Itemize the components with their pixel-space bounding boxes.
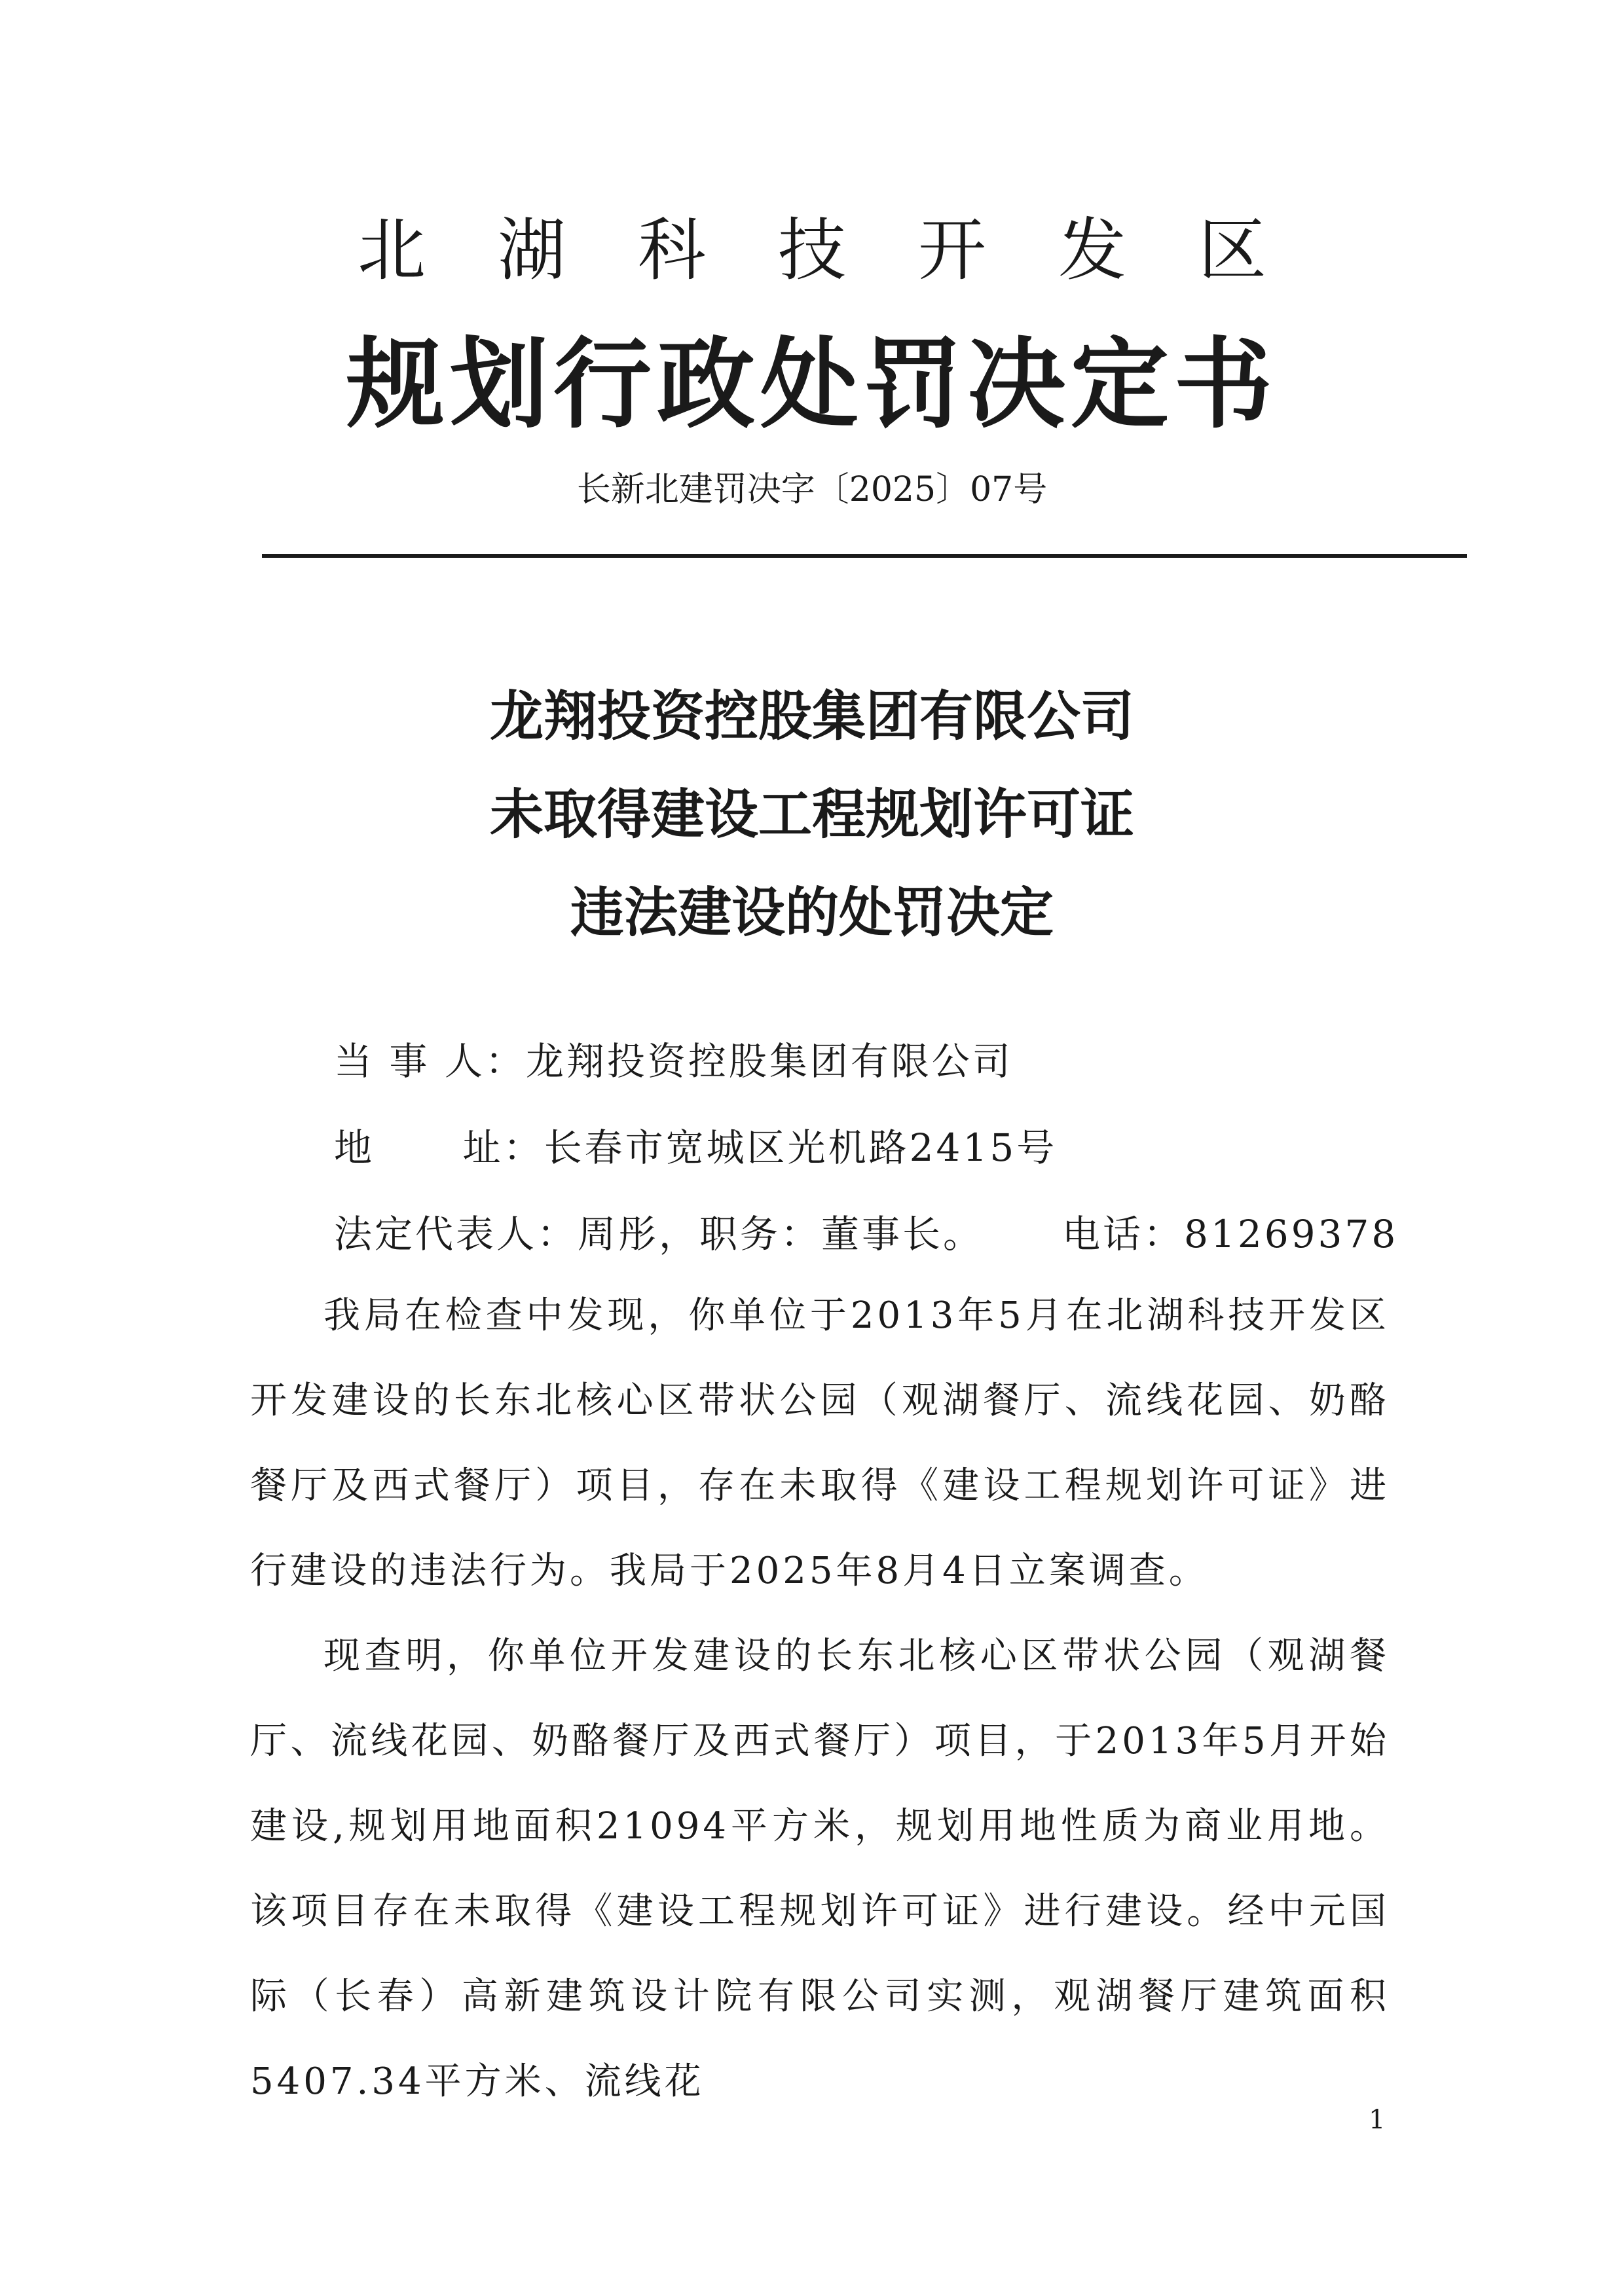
- party-name-label: 当 事 人：: [334, 1039, 526, 1084]
- phone-label: 电话：: [1062, 1212, 1185, 1256]
- party-info: [334, 1018, 1398, 1277]
- decision-subject: [0, 668, 1624, 962]
- document-type-title: 规划行政处罚决定书: [346, 327, 1278, 442]
- party-name-row: [334, 1018, 1398, 1104]
- body-paragraph-2: 现查明，你单位开发建设的长东北核心区带状公园（观湖餐厅、流线花园、奶酪餐厅及西式餐厅）项目，于2013年5月开始建设,规划用地面积21094平方米，规划用地性质为商业用地。该项目存在未取得《建设工程规划许可证》进行建设。经中元国际（长春）高新建筑设计院有限公司实测，观湖餐厅建筑面积5407.34平方米、流线花: [250, 1635, 1390, 2103]
- representative-value: 周彤，职务：董事长。: [578, 1212, 984, 1256]
- page-number: 1: [1369, 2105, 1386, 2135]
- party-name-value: 龙翔投资控股集团有限公司: [525, 1039, 1013, 1084]
- decision-body: [250, 1273, 1390, 2124]
- party-address-row: [334, 1104, 1398, 1191]
- subject-line-3: 违法建设的处罚决定: [570, 882, 1054, 944]
- header-divider: [262, 554, 1467, 558]
- body-paragraph-1: 我局在检查中发现，你单位于2013年5月在北湖科技开发区开发建设的长东北核心区带状公园（观湖餐厅、流线花园、奶酪餐厅及西式餐厅）项目，存在未取得《建设工程规划许可证》进行建设的违法行为。我局于2025年8月4日立案调查。: [250, 1294, 1390, 1592]
- party-representative-row: [334, 1191, 1398, 1277]
- phone-value: 81269378: [1184, 1212, 1399, 1256]
- party-address-value: 长春市宽城区光机路2415号: [544, 1125, 1058, 1170]
- party-address-label: 地 址：: [334, 1125, 544, 1170]
- issuing-authority: 北湖科技开发区: [357, 210, 1338, 290]
- subject-line-1: 龙翔投资控股集团有限公司: [489, 685, 1134, 748]
- subject-line-2: 未取得建设工程规划许可证: [489, 784, 1134, 846]
- representative-label: 法定代表人：: [334, 1212, 578, 1256]
- document-number: 长新北建罚决字〔2025〕07号: [576, 470, 1048, 509]
